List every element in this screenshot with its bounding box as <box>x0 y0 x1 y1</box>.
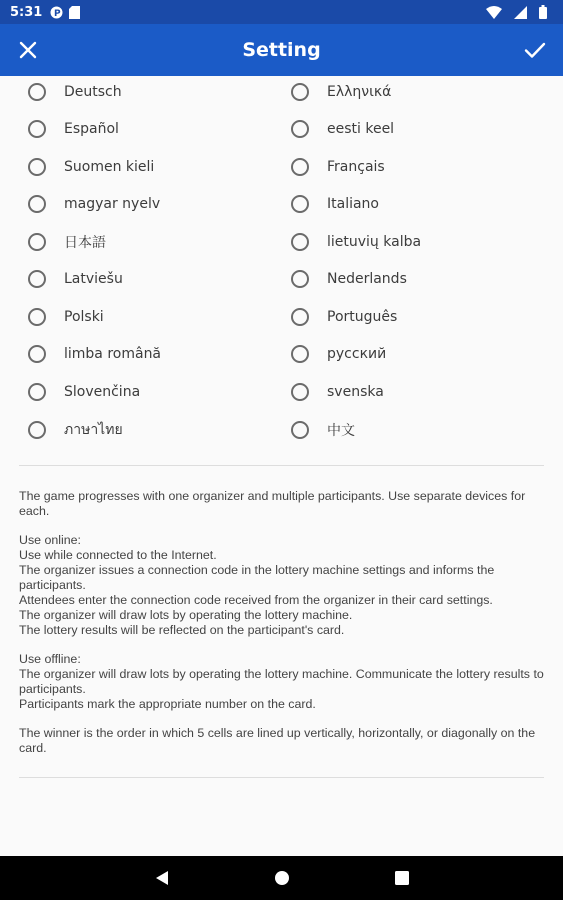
wifi-icon <box>486 6 502 19</box>
language-option[interactable] <box>291 112 394 146</box>
language-label: magyar nyelv <box>64 196 161 212</box>
language-option[interactable] <box>28 262 123 296</box>
radio-button[interactable] <box>28 83 46 101</box>
radio-button[interactable] <box>291 308 309 326</box>
svg-text:P: P <box>54 8 61 19</box>
app-bar <box>0 24 563 76</box>
language-list <box>0 76 563 448</box>
language-label: ภาษาไทย <box>64 422 123 438</box>
language-option[interactable] <box>291 150 385 184</box>
language-option[interactable] <box>28 225 106 259</box>
online-line: The organizer issues a connection code in the lottery machine settings and informs the participants. <box>19 563 495 592</box>
language-label: Italiano <box>327 196 379 212</box>
language-option[interactable] <box>291 225 421 259</box>
status-bar <box>0 0 563 24</box>
language-option[interactable] <box>291 375 384 409</box>
radio-button[interactable] <box>28 308 46 326</box>
close-button[interactable] <box>2 24 54 76</box>
check-icon <box>524 41 546 59</box>
radio-button[interactable] <box>28 345 46 363</box>
language-option[interactable] <box>28 300 104 334</box>
language-label: русский <box>327 346 387 362</box>
language-label: Suomen kieli <box>64 159 155 175</box>
radio-button[interactable] <box>28 383 46 401</box>
radio-button[interactable] <box>28 158 46 176</box>
language-label: Polski <box>64 309 104 325</box>
radio-button[interactable] <box>291 158 309 176</box>
language-option[interactable] <box>28 413 123 447</box>
language-option[interactable] <box>291 413 355 447</box>
radio-button[interactable] <box>291 195 309 213</box>
radio-button[interactable] <box>28 233 46 251</box>
recents-button[interactable] <box>342 856 462 900</box>
back-button[interactable] <box>102 856 222 900</box>
radio-button[interactable] <box>291 270 309 288</box>
divider <box>19 777 544 778</box>
language-label: Slovenčina <box>64 384 141 400</box>
navigation-bar <box>0 856 563 900</box>
circle-p-icon <box>50 6 63 19</box>
language-option[interactable] <box>291 187 379 221</box>
language-label: Ελληνικά <box>327 84 392 100</box>
radio-button[interactable] <box>291 233 309 251</box>
language-option[interactable] <box>291 262 407 296</box>
online-line: Attendees enter the connection code received from the organizer in their card settings. <box>19 593 493 607</box>
online-title: Use online: <box>19 533 81 547</box>
radio-button[interactable] <box>291 345 309 363</box>
radio-button[interactable] <box>291 120 309 138</box>
language-label: eesti keel <box>327 121 395 137</box>
radio-button[interactable] <box>291 421 309 439</box>
back-icon <box>155 870 169 886</box>
language-option[interactable] <box>28 187 160 221</box>
language-label: Nederlands <box>327 271 407 287</box>
offline-line: The organizer will draw lots by operating the lottery machine. Communicate the lottery results to participants. <box>19 667 544 696</box>
online-line: The organizer will draw lots by operating the lottery machine. <box>19 608 353 622</box>
recents-icon <box>395 871 409 885</box>
language-label: 日本語 <box>64 235 106 251</box>
language-label: svenska <box>327 384 384 400</box>
language-label: Español <box>64 121 119 137</box>
radio-button[interactable] <box>28 421 46 439</box>
language-option[interactable] <box>291 337 386 371</box>
home-icon <box>274 870 290 886</box>
offline-line: Participants mark the appropriate number on the card. <box>19 697 316 711</box>
language-option[interactable] <box>28 337 161 371</box>
divider <box>19 465 544 466</box>
online-line: The lottery results will be reflected on the participant's card. <box>19 623 345 637</box>
home-button[interactable] <box>222 856 342 900</box>
language-label: lietuvių kalba <box>327 234 422 250</box>
language-label: limba română <box>64 346 162 362</box>
language-option[interactable] <box>291 76 391 109</box>
confirm-button[interactable] <box>509 24 561 76</box>
radio-button[interactable] <box>291 383 309 401</box>
language-label: Français <box>327 159 385 175</box>
status-right-icons <box>486 5 553 19</box>
page-title: Setting <box>242 39 321 61</box>
language-option[interactable] <box>28 375 140 409</box>
language-label: Deutsch <box>64 84 122 100</box>
language-option[interactable] <box>28 150 154 184</box>
language-label: Português <box>327 309 398 325</box>
radio-button[interactable] <box>291 83 309 101</box>
close-icon <box>19 41 37 59</box>
intro-text: The game progresses with one organizer and multiple participants. Use separate devices for each. <box>19 489 526 518</box>
radio-button[interactable] <box>28 195 46 213</box>
signal-icon <box>514 6 527 19</box>
settings-content <box>0 76 563 856</box>
sd-card-icon <box>69 6 80 19</box>
language-option[interactable] <box>28 112 119 146</box>
radio-button[interactable] <box>28 120 46 138</box>
language-label: 中文 <box>327 423 355 439</box>
language-option[interactable] <box>291 300 397 334</box>
rules-description <box>19 489 544 756</box>
language-option[interactable] <box>28 76 122 109</box>
offline-title: Use offline: <box>19 652 81 666</box>
radio-button[interactable] <box>28 270 46 288</box>
winner-text: The winner is the order in which 5 cells are lined up vertically, horizontally, or diagonally on the card. <box>19 726 536 755</box>
status-time: 5:31 <box>10 4 43 20</box>
battery-icon <box>539 5 547 19</box>
language-label: Latviešu <box>64 271 123 287</box>
online-line: Use while connected to the Internet. <box>19 548 217 562</box>
